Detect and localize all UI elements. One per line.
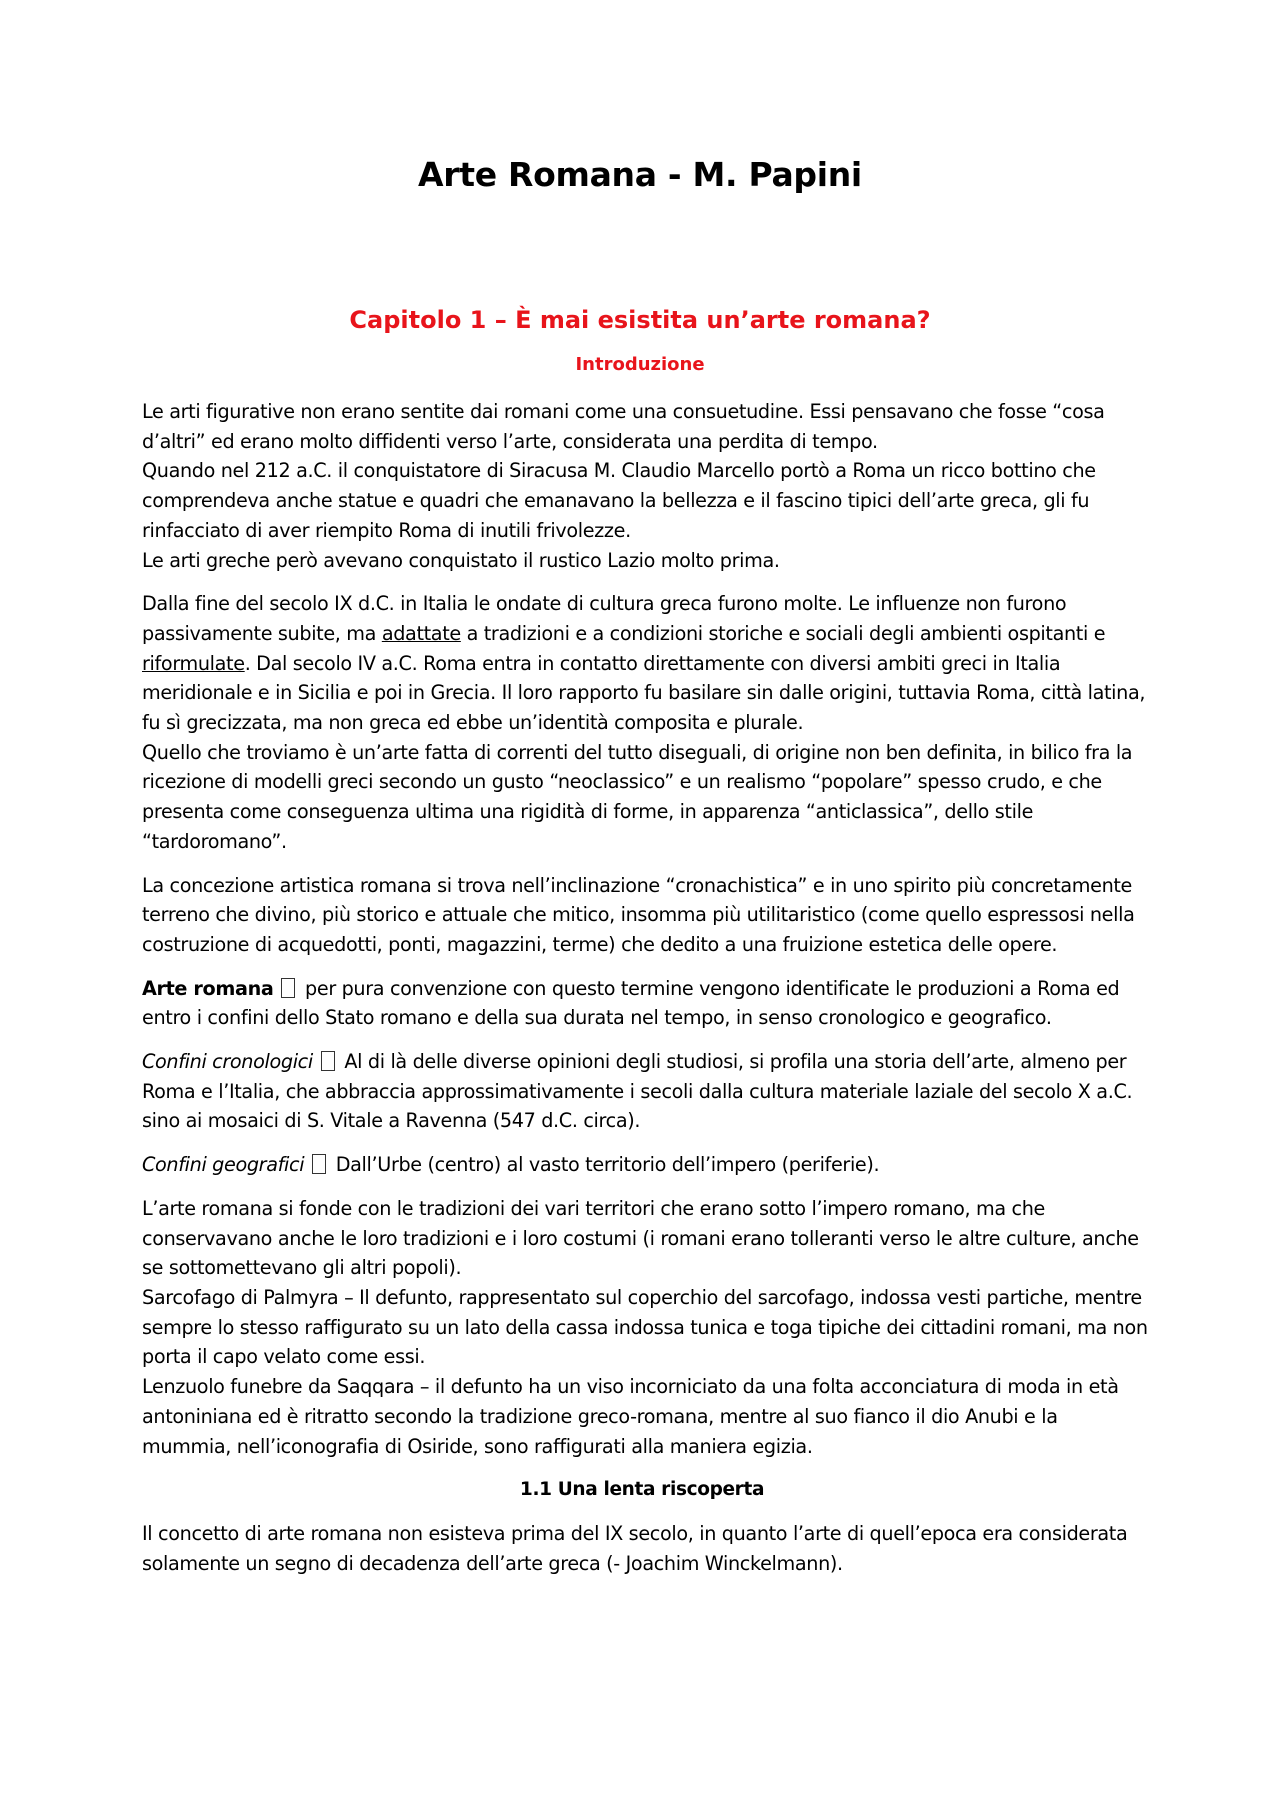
text-line: Dalla fine del secolo IX d.C. in Italia le ondate di cultura greca furono molte. Le influenze non furono <box>142 592 1067 616</box>
text-line: sempre lo stesso raffigurato su un lato della cassa indossa tunica e toga tipiche dei cittadini romani, ma non <box>142 1315 1148 1339</box>
text-line: fu sì grecizzata, ma non greca ed ebbe un’identità composita e plurale. <box>142 711 804 735</box>
text-line: Lenzuolo funebre da Saqqara – il defunto ha un viso incorniciato da una folta acconciatura di moda in età <box>142 1375 1119 1399</box>
text-line <box>142 974 1142 1004</box>
text-line: sino ai mosaici di S. Vitale a Ravenna (547 d.C. circa). <box>142 1109 641 1133</box>
underlined-term: riformulate <box>142 651 245 675</box>
text-line: Le arti greche però avevano conquistato il rustico Lazio molto prima. <box>142 548 780 572</box>
definition-term: Confini geografici <box>142 1153 305 1177</box>
text-line: Il concetto di arte romana non esisteva prima del IX secolo, in quanto l’arte di quell’epoca era considerata <box>142 1521 1128 1545</box>
paragraph-3 <box>142 871 1142 960</box>
text-line: Quando nel 212 a.C. il conquistatore di Siracusa M. Claudio Marcello portò a Roma un ricco bottino che <box>142 459 1096 483</box>
text-line: entro i confini dello Stato romano e della sua durata nel tempo, in senso cronologico e geografico. <box>142 1006 1052 1030</box>
text-line: Quello che troviamo è un’arte fatta di correnti del tutto diseguali, di origine non ben definita, in bilico fra la <box>142 740 1133 764</box>
text-line: meridionale e in Sicilia e poi in Grecia. Il loro rapporto fu basilare sin dalle origini, tuttavia Roma, città latina, <box>142 681 1146 705</box>
text-line: costruzione di acquedotti, ponti, magazzini, terme) che dedito a una fruizione estetica delle opere. <box>142 932 1058 956</box>
text-line: porta il capo velato come essi. <box>142 1345 426 1369</box>
text-line: conservavano anche le loro tradizioni e i loro costumi (i romani erano tolleranti verso le altre culture, anche <box>142 1226 1139 1250</box>
text-line: comprendeva anche statue e quadri che emanavano la bellezza e il fascino tipici dell’arte greca, gli fu <box>142 489 1090 513</box>
text-line: rinfacciato di aver riempito Roma di inutili frivolezze. <box>142 518 631 542</box>
text-line <box>142 649 1142 679</box>
definition-term: Arte romana <box>142 976 274 1000</box>
text-fragment: Al di là delle diverse opinioni degli studiosi, si profila una storia dell’arte, almeno per <box>338 1050 1127 1074</box>
paragraph-2 <box>142 589 1146 856</box>
chapter-title: Capitolo 1 – È mai esistita un’arte romana? <box>349 306 931 334</box>
document-body <box>142 397 1148 1592</box>
paragraph-7 <box>142 1194 1148 1461</box>
underlined-term: adattate <box>381 621 461 645</box>
text-line <box>142 1150 1142 1180</box>
text-line: Roma e l’Italia, che abbraccia approssimativamente i secoli dalla cultura materiale laziale del secolo X a.C. <box>142 1079 1133 1103</box>
paragraph-confini-geografici <box>142 1150 1142 1180</box>
arrow-icon <box>281 978 295 998</box>
text-line: presenta come conseguenza ultima una rigidità di forme, in apparenza “anticlassica”, dello stile <box>142 800 1034 824</box>
text-fragment: Dall’Urbe (centro) al vasto territorio dell’impero (periferie). <box>329 1153 880 1177</box>
section-title: Introduzione <box>575 354 705 375</box>
text-line: Sarcofago di Palmyra – Il defunto, rappresentato sul coperchio del sarcofago, indossa vesti partiche, mentre <box>142 1285 1142 1309</box>
text-line: La concezione artistica romana si trova nell’inclinazione “cronachistica” e in uno spirito più concretamente <box>142 873 1133 897</box>
text-line: mummia, nell’iconografia di Osiride, sono raffigurati alla maniera egizia. <box>142 1434 813 1458</box>
document-title: Arte Romana - M. Papini <box>418 155 862 194</box>
text-fragment: . Dal secolo IV a.C. Roma entra in contatto direttamente con diversi ambiti greci in Italia <box>244 651 1061 675</box>
text-line: d’altri” ed erano molto diffidenti verso l’arte, considerata una perdita di tempo. <box>142 429 878 453</box>
text-line: se sottomettevano gli altri popoli). <box>142 1256 462 1280</box>
arrow-icon <box>312 1154 326 1174</box>
definition-term: Confini cronologici <box>142 1050 313 1074</box>
paragraph-1 <box>142 397 1142 575</box>
text-line: Le arti figurative non erano sentite dai romani come una consuetudine. Essi pensavano che fosse “cosa <box>142 400 1105 423</box>
arrow-icon <box>321 1051 335 1071</box>
text-fragment: per pura convenzione con questo termine vengono identificate le produzioni a Roma ed <box>299 976 1120 1000</box>
text-line: ricezione di modelli greci secondo un gusto “neoclassico” e un realismo “popolare” spesso crudo, e che <box>142 770 1102 794</box>
paragraph-arte-romana <box>142 974 1142 1033</box>
text-line: terreno che divino, più storico e attuale che mitico, insomma più utilitaristico (come quello espressosi nella <box>142 903 1135 927</box>
text-fragment: a tradizioni e a condizioni storiche e sociali degli ambienti ospitanti e <box>460 621 1106 645</box>
text-fragment: passivamente subite, ma <box>142 621 382 645</box>
text-line <box>142 1047 1142 1077</box>
text-line <box>142 619 1142 649</box>
text-line: antoniniana ed è ritratto secondo la tradizione greco-romana, mentre al suo fianco il dio Anubi e la <box>142 1404 1058 1428</box>
text-line: L’arte romana si fonde con le tradizioni dei vari territori che erano sotto l’impero romano, ma che <box>142 1196 1046 1220</box>
subsection-heading: 1.1 Una lenta riscoperta <box>519 1479 765 1501</box>
text-line: “tardoromano”. <box>142 829 287 853</box>
paragraph-confini-cronologici <box>142 1047 1142 1136</box>
text-line: solamente un segno di decadenza dell’arte greca (- Joachim Winckelmann). <box>142 1551 843 1575</box>
paragraph-8 <box>142 1519 1142 1578</box>
